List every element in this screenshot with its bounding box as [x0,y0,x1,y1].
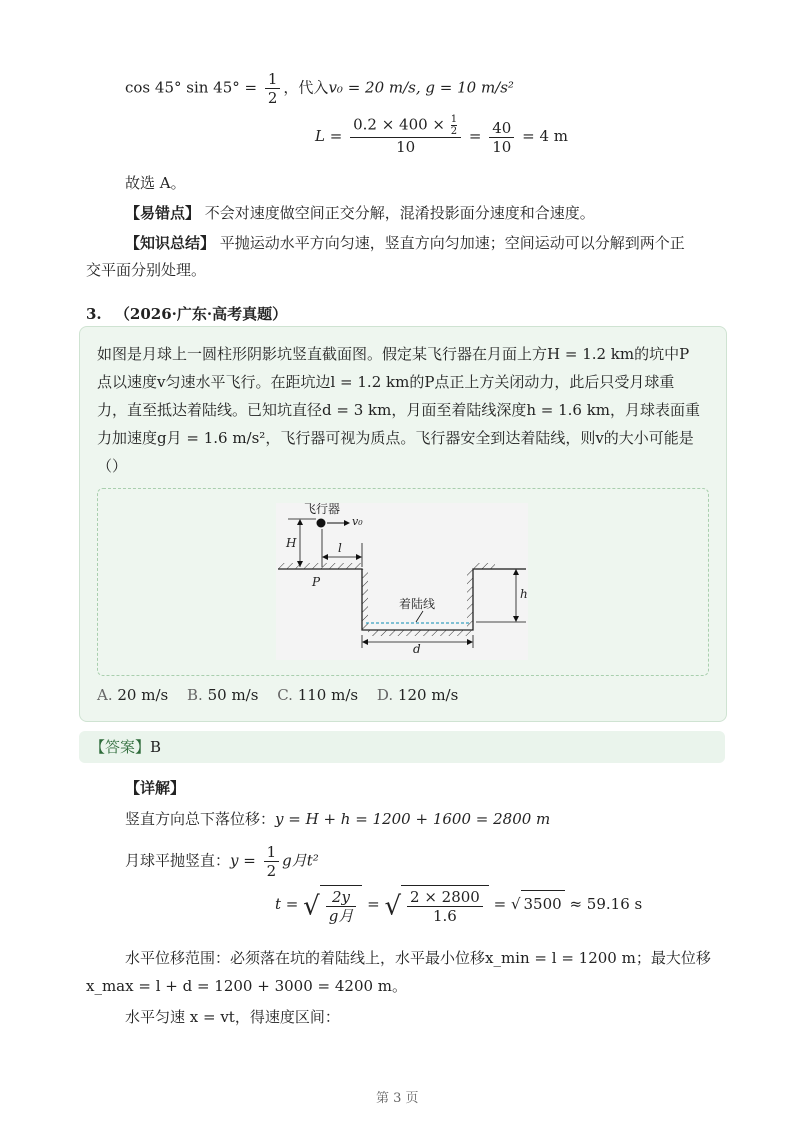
mistake-point [125,202,595,224]
option-d[interactable]: D. 120 m/s [376,686,459,704]
left-wall-hatch [362,569,368,630]
label-h: h [520,587,528,601]
question-line-1: 如图是月球上一圆柱形阴影坑竖直截面图。假定某飞行器在月面上方H = 1.2 km的坑中P [97,345,690,363]
summary-label: 【知识总结】 [125,234,216,252]
answer-bar [79,731,725,763]
right-wall-hatch [467,569,473,630]
label-l: l [338,541,342,555]
question-source: （2026·广东·高考真题） [114,305,288,323]
left-surface-hatch [278,563,362,569]
summary-line-2: 交平面分别处理。 [86,261,207,279]
summary-text: 平抛运动水平方向匀速，竖直方向匀加速；空间运动可以分解到两个正 [219,234,685,252]
question-line-4: 力加速度g月 = 1.6 m/s²，飞行器可视为质点。飞行器安全到达着陆线，则v的大小可能是 [97,429,694,447]
option-b[interactable]: B. 50 m/s [187,686,259,704]
equation-L: L = 0.2 × 400 × $\frac{1}{2}$ 10 = $\frac{40}{10}$ = 4 m [315,114,568,156]
question-number: 3. [86,305,102,323]
option-a[interactable]: A. 20 m/s [97,686,169,704]
equation-t: t = √ $\frac{2y}{\text{g月}}$ = √ $\frac{2 \times 2800}{1.6}$ = √ 3500 ≈ 59.16 s [275,885,642,925]
option-c[interactable]: C. 110 m/s [277,686,359,704]
label-v0: v₀ [352,515,363,528]
craft-dot [317,519,326,528]
choose-answer: 故选 A。 [125,174,186,192]
mistake-text: 不会对速度做空间正交分解，混淆投影面分速度和合速度。 [204,204,595,222]
answer-value: B [150,738,162,756]
label-landing: 着陆线 [399,597,436,611]
label-P: P [312,575,321,589]
mistake-label: 【易错点】 [125,204,201,222]
floor-hatch [368,630,473,636]
label-craft: 飞行器 [304,502,341,516]
options-row [97,684,458,706]
question-line-5: （） [97,457,128,475]
crater-figure [276,503,528,660]
label-H: H [286,536,297,550]
summary-line-1 [125,232,685,254]
solution-step-3-line-2: x_max = l + d = 1200 + 3000 = 4200 m。 [86,977,408,995]
solution-step-4: 水平匀速 x = vt，得速度区间： [125,1008,340,1026]
answer-label: 【答案】 [90,738,151,756]
top-line-1: cos 45° sin 45° = $\frac{1}{2}$ ，代入v₀ = 20 m/s, g = 10 m/s² [125,70,514,107]
label-d: d [413,642,421,656]
question-line-3: 力，直至抵达着陆线。已知坑直径d = 3 km，月面至着陆线深度h = 1.6 km，月球表面重 [97,401,701,419]
question-heading [86,303,287,325]
solution-step-2: 月球平抛竖直：y = $\frac{1}{2}$ g月t² [125,843,319,880]
solution-step-3-line-1: 水平位移范围：必须落在坑的着陆线上，水平最小位移x_min = l = 1200 m；最大位移 [125,949,711,967]
solution-step-1: 竖直方向总下落位移：y = H + h = 1200 + 1600 = 2800 m [125,810,551,828]
solution-label: 【详解】 [125,779,186,797]
page-number: 第 3 页 [376,1091,419,1106]
right-surface-hatch [473,563,495,569]
answer-line [90,736,161,758]
question-line-2: 点以速度v匀速水平飞行。在距坑边l = 1.2 km的P点正上方关闭动力，此后只受月球重 [97,373,675,391]
